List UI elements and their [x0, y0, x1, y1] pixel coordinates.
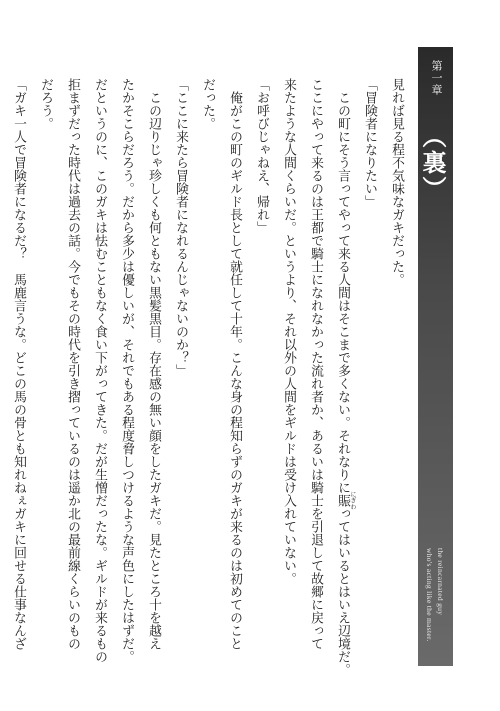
chapter-label: 第一章: [430, 60, 443, 96]
text-line: 「ここに来たら冒険者になれるんじゃないのか？」: [173, 78, 188, 377]
text-line: 「お呼びじゃねえ、帰れ」: [254, 78, 269, 234]
text-line: [329, 78, 356, 678]
text-line: だというのに、このガキは怯むこともなく食い下がってきた。だが生憎だったな。ギルドが来るもの: [92, 78, 107, 663]
text-line-part: この町にそう言ってやって来る人間はそこまで多くない。それなりに: [335, 78, 350, 494]
text-line: 俺がこの町のギルド長として就任して十年。こんな身の程知らずのガキが来るのは初めてのこと: [227, 78, 242, 650]
series-subtitle-line: the reincarnated guy: [436, 548, 445, 616]
ruby-nigiwa: 賑 にぎわ: [335, 491, 356, 510]
text-line: 見れば見る程不気味なガキだった。: [389, 78, 404, 286]
series-subtitle-line: who's acting like the master.: [425, 548, 434, 642]
text-line: 拒まずだった時代は過去の話。今でもその時代を引き摺っているのは遥か北の最前線くらいのもの: [65, 78, 80, 650]
text-line: 来たような人間くらいだ。というより、それ以外の人間をギルドは受け入れていない。: [281, 78, 296, 585]
text-line: だった。: [200, 78, 215, 130]
text-line-part: ってはいるとはいえ辺境だ。: [335, 507, 350, 676]
text-line: だろう。: [38, 78, 53, 130]
text-line: 「冒険者になりたい」: [362, 78, 377, 208]
body-text: [5, 78, 410, 678]
text-line: この辺りじゃ珍しくも何ともない黒髪黒目。存在感の無い顔をしたガキだ。見たところ十を越え: [146, 78, 161, 650]
chapter-title: （裏）: [418, 124, 447, 202]
text-line: ここにやって来るのは王都で騎士になれなかった流れ者か、あるいは騎士を引退して故郷に戻って: [308, 78, 323, 650]
series-subtitle: [424, 548, 446, 642]
text-line: 「ガキ一人で冒険者になるだ？ 馬鹿言うな。どこの馬の骨とも知れねぇガキに回せる仕事なんざ: [11, 78, 26, 650]
text-line: たかそこらだろう。だから多少は優しいが、それでもある程度脅しつけるような声色にしたはずだ。: [119, 78, 134, 663]
